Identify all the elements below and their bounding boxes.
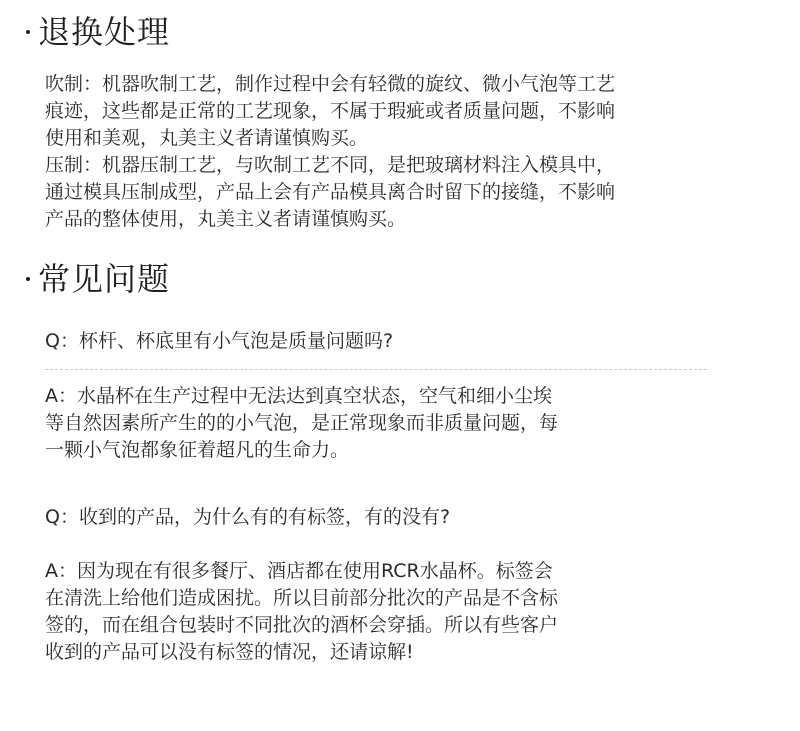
text-line: 使用和美观，丸美主义者请谨慎购买。 [45, 127, 369, 149]
text-line: 签的，而在组合包装时不同批次的酒杯会穿插。所以有些客户 [45, 614, 559, 636]
bullet-dot-icon [26, 277, 30, 281]
faq-question-1 [45, 328, 393, 355]
section-title-text: 退换处理 [38, 13, 171, 51]
dashed-divider [45, 369, 707, 370]
faq-answer-2 [45, 558, 558, 666]
faq-answer-1 [45, 383, 558, 464]
blowing-paragraph [45, 71, 615, 152]
pressing-paragraph [45, 152, 615, 233]
text-line: 一颗小气泡都象征着超凡的生命力。 [45, 439, 350, 461]
text-line: A：水晶杯在生产过程中无法达到真空状态，空气和细小尘埃 [45, 385, 552, 407]
text-line: 等自然因素所产生的的小气泡，是正常现象而非质量问题，每 [45, 412, 559, 434]
text-line: A：因为现在有很多餐厅、酒店都在使用RCR水晶杯。标签会 [45, 560, 553, 582]
text-line: 通过模具压制成型，产品上会有产品模具离合时留下的接缝，不影响 [45, 181, 616, 203]
section-title-text: 常见问题 [38, 260, 171, 298]
question-text: Q：杯杆、杯底里有小气泡是质量问题吗? [45, 330, 394, 352]
text-line: 压制：机器压制工艺，与吹制工艺不同，是把玻璃材料注入模具中， [45, 154, 616, 176]
faq-question-2 [45, 504, 450, 531]
section-title-faq [26, 259, 170, 299]
bullet-dot-icon [26, 30, 30, 34]
text-line: 产品的整体使用，丸美主义者请谨慎购买。 [45, 208, 407, 230]
text-line: 痕迹，这些都是正常的工艺现象，不属于瑕疵或者质量问题，不影响 [45, 100, 616, 122]
text-line: 吹制：机器吹制工艺，制作过程中会有轻微的旋纹、微小气泡等工艺 [45, 73, 616, 95]
question-text: Q：收到的产品，为什么有的有标签，有的没有? [45, 506, 451, 528]
text-line: 在清洗上给他们造成困扰。所以目前部分批次的产品是不含标 [45, 587, 559, 609]
text-line: 收到的产品可以没有标签的情况，还请谅解! [45, 641, 414, 663]
section-title-returns [26, 12, 170, 52]
